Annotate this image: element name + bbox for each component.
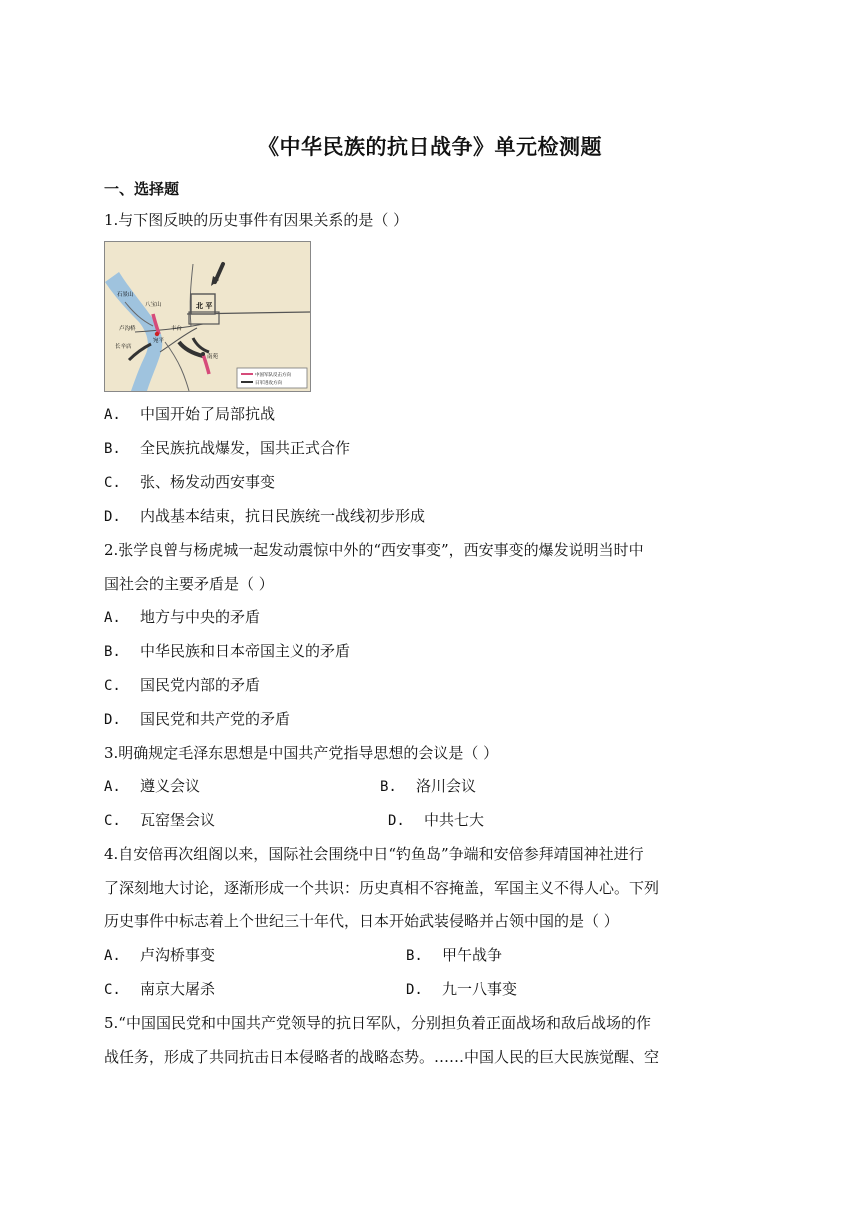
option-text: 内战基本结束，抗日民族统一战线初步形成: [140, 507, 426, 525]
q3-option-b: [380, 776, 476, 797]
q2-option-c: [104, 675, 260, 696]
label-lugouqiao: 卢沟桥: [119, 326, 136, 332]
option-key: A.: [104, 779, 121, 795]
option-key: C.: [104, 813, 121, 829]
document-title: 《中华民族的抗日战争》单元检测题: [258, 135, 602, 159]
option-text: 国民党和共产党的矛盾: [140, 710, 291, 728]
q4-option-d: [406, 979, 517, 1000]
q4-option-c: [104, 979, 215, 1000]
q2-option-b: [104, 641, 350, 662]
option-key: B.: [406, 948, 423, 964]
label-nanyuan: 南苑: [207, 354, 219, 360]
option-text: 地方与中央的矛盾: [140, 608, 261, 626]
lugouqiao-map-figure: [104, 241, 311, 392]
option-text: 瓦窑堡会议: [140, 811, 216, 829]
question-3-stem: 3.明确规定毛泽东思想是中国共产党指导思想的会议是（ ）: [104, 744, 499, 762]
option-text: 张、杨发动西安事变: [140, 473, 276, 491]
option-text: 中共七大: [424, 811, 485, 829]
q4-option-a: [104, 945, 215, 966]
question-5-stem-line-2: 战任务，形成了共同抗击日本侵略者的战略态势。……中国人民的巨大民族觉醒、空: [104, 1048, 660, 1066]
label-shijingshan: 石景山: [117, 292, 134, 298]
option-key: C.: [104, 982, 121, 998]
question-5-stem-line-1: 5.“中国国民党和中国共产党领导的抗日军队，分别担负着正面战场和敌后战场的作: [104, 1014, 651, 1032]
option-text: 洛川会议: [416, 777, 477, 795]
q3-option-d: [388, 810, 484, 831]
q1-option-d: [104, 506, 425, 527]
label-beiping: 北 平: [196, 302, 213, 310]
option-key: D.: [388, 813, 405, 829]
option-key: B.: [104, 644, 121, 660]
q4-option-b: [406, 945, 502, 966]
option-text: 南京大屠杀: [140, 980, 216, 998]
option-key: C.: [104, 475, 121, 491]
option-key: C.: [104, 678, 121, 694]
q2-option-a: [104, 607, 260, 628]
option-key: A.: [104, 948, 121, 964]
option-text: 中国开始了局部抗战: [140, 405, 276, 423]
question-2-stem-line-1: 2.张学良曾与杨虎城一起发动震惊中外的“西安事变”，西安事变的爆发说明当时中: [104, 541, 644, 559]
q1-option-c: [104, 472, 275, 493]
option-key: A.: [104, 407, 121, 423]
question-4-stem-line-2: 了深刻地大讨论，逐渐形成一个共识：历史真相不容掩盖，军国主义不得人心。下列: [104, 879, 660, 897]
nanyuan-marker: [201, 352, 205, 356]
option-text: 甲午战争: [442, 946, 503, 964]
lugouqiao-marker: [155, 332, 159, 336]
option-key: D.: [104, 712, 121, 728]
legend-china-label: 中国军队反击方向: [255, 373, 291, 378]
option-text: 九一八事变: [442, 980, 518, 998]
q3-option-c: [104, 810, 215, 831]
label-babaoshan: 八宝山: [145, 302, 162, 308]
label-changxindian: 长辛店: [115, 344, 132, 350]
option-text: 中华民族和日本帝国主义的矛盾: [140, 642, 351, 660]
q3-option-a: [104, 776, 200, 797]
option-text: 卢沟桥事变: [140, 946, 216, 964]
question-2-stem-line-2: 国社会的主要矛盾是（ ）: [104, 575, 274, 593]
label-fengtai: 丰台: [171, 326, 183, 332]
option-key: D.: [104, 509, 121, 525]
q2-option-d: [104, 709, 290, 730]
option-text: 全民族抗战爆发，国共正式合作: [140, 439, 351, 457]
question-4-stem-line-3: 历史事件中标志着上个世纪三十年代，日本开始武装侵略并占领中国的是（ ）: [104, 912, 619, 930]
option-key: B.: [104, 441, 121, 457]
option-key: D.: [406, 982, 423, 998]
question-4-stem-line-1: 4.自安倍再次组阁以来，国际社会围绕中日“钓鱼岛”争端和安倍参拜靖国神社进行: [104, 845, 644, 863]
map-graphic: [105, 242, 310, 391]
q1-option-a: [104, 404, 275, 425]
legend-japan-label: 日军进攻方向: [255, 381, 282, 386]
label-wanping: 宛平: [153, 338, 165, 344]
q1-option-b: [104, 438, 350, 459]
section-heading: 一、选择题: [104, 180, 180, 198]
question-1-stem: 1.与下图反映的历史事件有因果关系的是（ ）: [104, 211, 409, 229]
option-text: 遵义会议: [140, 777, 201, 795]
option-text: 国民党内部的矛盾: [140, 676, 261, 694]
option-key: A.: [104, 610, 121, 626]
option-key: B.: [380, 779, 397, 795]
